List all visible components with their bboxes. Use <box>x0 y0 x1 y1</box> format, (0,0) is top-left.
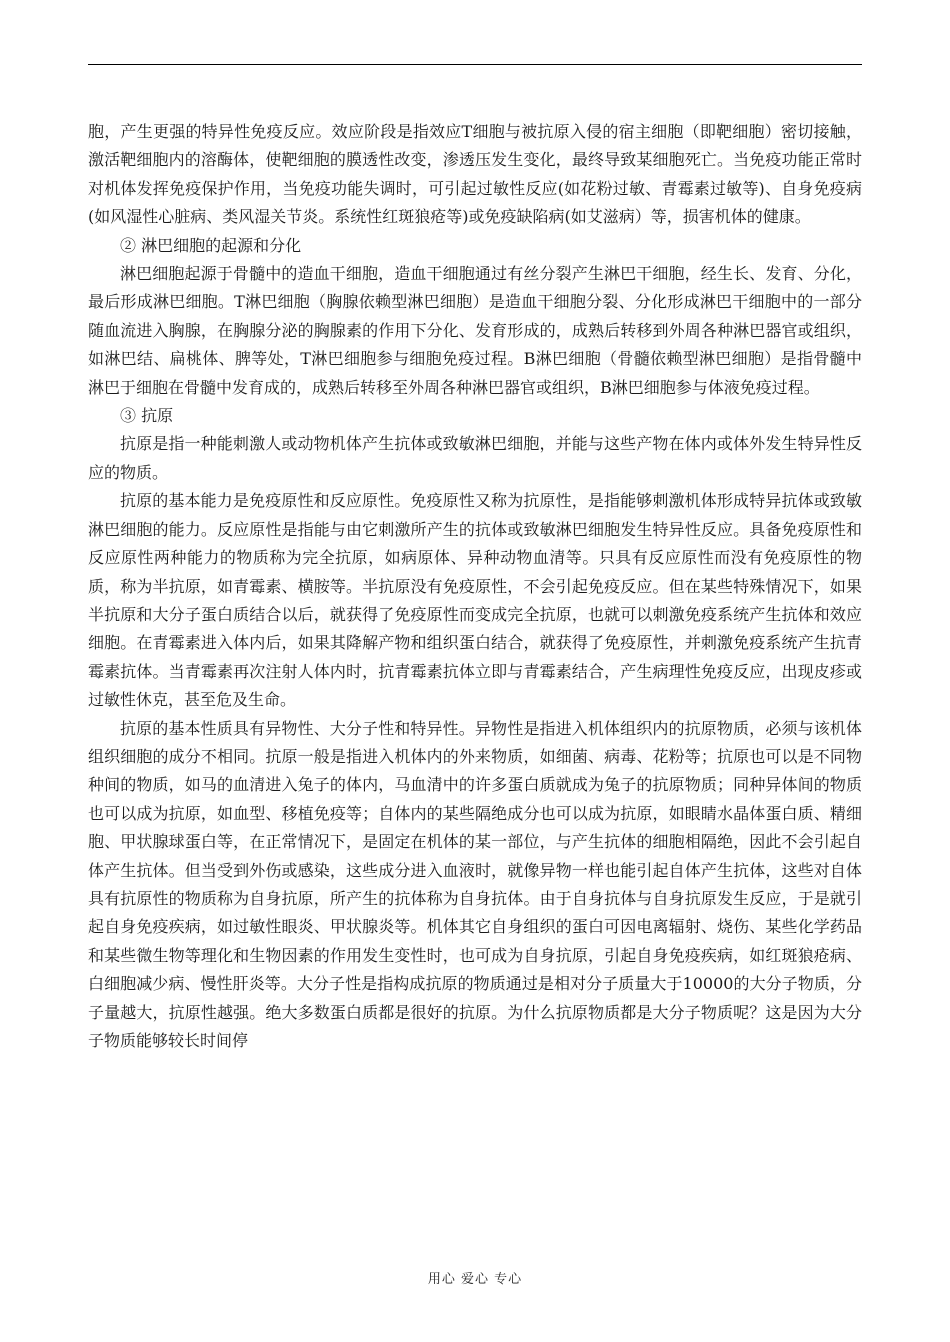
paragraph-antigen-abilities: 抗原的基本能力是免疫原性和反应原性。免疫原性又称为抗原性，是指能够刺激机体形成特异抗体或致敏淋巴细胞的能力。反应原性是指能与由它刺激所产生的抗体或致敏淋巴细胞发生特异性反应。具备免疫原性和反应原性两种能力的物质称为完全抗原，如病原体、异种动物血清等。只具有反应原性而没有免疫原性的物质，称为半抗原，如青霉素、横胺等。半抗原没有免疫原性，不会引起免疫反应。但在某些特殊情况下，如果半抗原和大分子蛋白质结合以后，就获得了免疫原性而变成完全抗原，也就可以刺激免疫系统产生抗体和效应细胞。在青霉素进入体内后，如果其降解产物和组织蛋白结合，就获得了免疫原性，并刺激免疫系统产生抗青霉素抗体。当青霉素再次注射人体内时，抗青霉素抗体立即与青霉素结合，产生病理性免疫反应，出现皮疹或过敏性休克，甚至危及生命。 <box>88 491 862 710</box>
paragraph-antigen-properties: 抗原的基本性质具有异物性、大分子性和特异性。异物性是指进入机体组织内的抗原物质，必须与该机体组织细胞的成分不相同。抗原一般是指进入机体内的外来物质，如细菌、病毒、花粉等；抗原也可以是不同物种间的物质，如马的血清进入兔子的体内，马血清中的许多蛋白质就成为兔子的抗原物质；同种异体间的物质也可以成为抗原，如血型、移植免疫等；自体内的某些隔绝成分也可以成为抗原，如眼睛水晶体蛋白质、精细胞、甲状腺球蛋白等，在正常情况下，是固定在机体的某一部位，与产生抗体的细胞相隔绝，因此不会引起自体产生抗体。但当受到外伤或感染，这些成分进入血液时，就像异物一样也能引起自体产生抗体，这些对自体具有抗原性的物质称为自身抗原，所产生的抗体称为自身抗体。由于自身抗体与自身抗原发生反应，于是就引起自身免疫疾病，如过敏性眼炎、甲状腺炎等。机体其它自身组织的蛋白可因电离辐射、烧伤、某些化学药品和某些微生物等理化和生物因素的作用发生变性时，也可成为自身抗原，引起自身免疫疾病，如红斑狼疮病、白细胞减少病、慢性肝炎等。大分子性是指构成抗原的物质通过是相对分子质量大于10000的大分子物质，分子量越大，抗原性越强。绝大多数蛋白质都是很好的抗原。为什么抗原物质都是大分子物质呢？这是因为大分子物质能够较长时间停 <box>88 718 862 1050</box>
paragraph-continuation: 胞，产生更强的特异性免疫反应。效应阶段是指效应T细胞与被抗原入侵的宿主细胞（即靶细胞）密切接触，激活靶细胞内的溶酶体，使靶细胞的膜透性改变，渗透压发生变化，最终导致某细胞死亡。当免疫功能正常时对机体发挥免疫保护作用，当免疫功能失调时，可引起过敏性反应(如花粉过敏、青霉素过敏等)、自身免疫病(如风湿性心脏病、类风湿关节炎。系统性红斑狼疮等)或免疫缺陷病(如艾滋病）等，损害机体的健康。 <box>88 122 862 227</box>
document-body <box>88 118 862 1055</box>
header-rule <box>88 64 862 65</box>
subheading-antigen: ③ 抗原 <box>120 406 174 426</box>
paragraph-lymphocyte-origin: 淋巴细胞起源于骨髓中的造血干细胞，造血干细胞通过有丝分裂产生淋巴干细胞，经生长、发育、分化，最后形成淋巴细胞。T淋巴细胞（胸腺依赖型淋巴细胞）是造血干细胞分裂、分化形成淋巴干细胞中的一部分随血流进入胸腺，在胸腺分泌的胸腺素的作用下分化、发育形成的，成熟后转移到外周各种淋巴器官或组织，如淋巴结、扁桃体、脾等处，T淋巴细胞参与细胞免疫过程。B淋巴细胞（骨髓依赖型淋巴细胞）是指骨髓中淋巴于细胞在骨髓中发育成的，成熟后转移至外周各种淋巴器官或组织，B淋巴细胞参与体液免疫过程。 <box>88 264 862 397</box>
paragraph-antigen-definition: 抗原是指一种能刺激人或动物机体产生抗体或致敏淋巴细胞，并能与这些产物在体内或体外发生特异性反应的物质。 <box>88 434 862 482</box>
page-footer: 用心 爱心 专心 <box>427 1272 523 1287</box>
subheading-lymphocyte-origin: ② 淋巴细胞的起源和分化 <box>120 235 302 255</box>
